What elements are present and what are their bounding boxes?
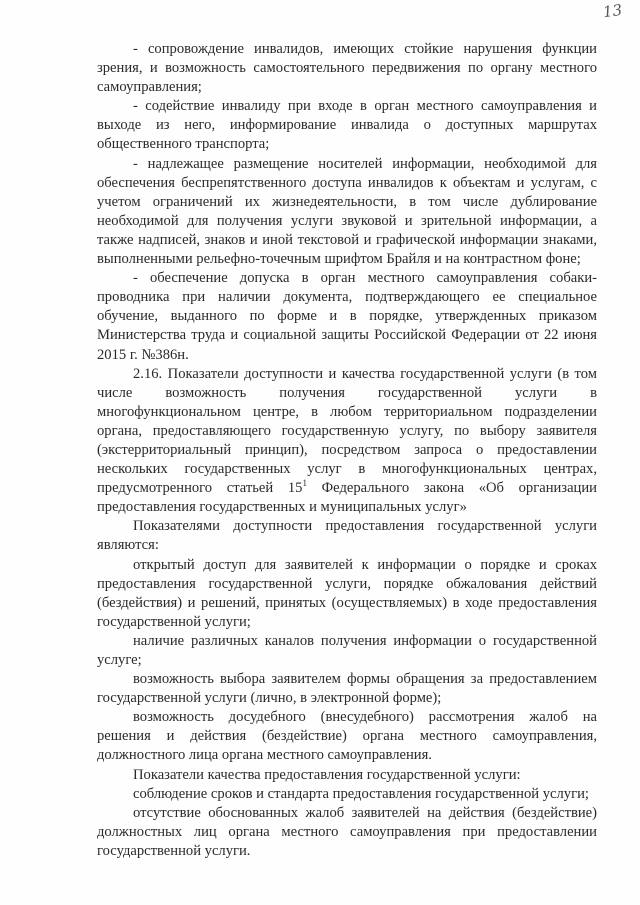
paragraph-no-complaints: отсутствие обоснованных жалоб заявителей на действия (бездействие) должностных лиц органа местного самоуправления при предоставлении государственной услуги. — [97, 804, 597, 859]
paragraph-guide-dog: - обеспечение допуска в орган местного самоуправления собаки-проводника при наличии документа, подтверждающего ее специальное обучение, выданного по форме и в порядке, утвержденных приказом Министерства труда и социальной защиты Российской Федерации от 22 июня 2015 г. №386н. — [97, 270, 597, 363]
paragraph-assist-entry: - содействие инвалиду при входе в орган местного самоуправления и выходе из него, информирование инвалида о доступных маршрутах общественного транспорта; — [97, 98, 597, 153]
paragraph-channels: наличие различных каналов получения информации о государственной услуге; — [97, 632, 597, 668]
paragraph-choice-form: возможность выбора заявителем формы обращения за предоставлением государственной услуги (лично, в электронной форме); — [97, 671, 597, 707]
paragraph-deadlines: соблюдение сроков и стандарта предоставления государственной услуги; — [133, 785, 589, 802]
paragraph-information-placement: - надлежащее размещение носителей информации, необходимой для обеспечения беспрепятственного доступа инвалидов к объектам и услугам, с учетом ограничений их жизнедеятельности, в том числе дублирование необходимой для получения услуги звуковой и зрительной информации, а также надписей, знаков и иной текстовой и графической информации знаками, выполненными рельефно-точечным шрифтом Брайля и на контрастном фоне; — [97, 155, 597, 268]
paragraph-accessibility-heading: Показателями доступности предоставления государственной услуги являются: — [97, 518, 597, 554]
paragraph-open-access: открытый доступ для заявителей к информации о порядке и сроках предоставления государственной услуги, порядке обжалования действий (бездействия) и решений, принятых (осуществляемых) в ходе предоставления государственной услуги; — [97, 556, 597, 630]
paragraph-pretrial-appeal: возможность досудебного (внесудебного) рассмотрения жалоб на решения и действия (бездействие) органа местного самоуправления, должностного лица органа местного самоуправления. — [97, 709, 597, 764]
paragraph-2-16 — [97, 365, 597, 518]
paragraph-2-16-text: 2.16. Показатели доступности и качества государственной услуги (в том числе возможность получения государственной услуги в многофункциональном центре, в любом территориальном подразделении органа, предоставляющего государственную услугу, по выбору заявителя (экстерриториальный принцип), посредством запроса о предоставлении нескольких государственных услуг в многофункциональных центрах, предусмотренного статьей 15 — [97, 365, 597, 497]
document-body — [97, 40, 597, 861]
paragraph-quality-heading: Показатели качества предоставления государственной услуги: — [133, 766, 521, 783]
footnote-superscript: 1 — [302, 478, 307, 489]
paragraph-2-16-tail: Федерального закона «Об организации предоставления государственных и муниципальных услуг» — [97, 480, 597, 516]
paragraph-accompany: - сопровождение инвалидов, имеющих стойкие нарушения функции зрения, и возможность самостоятельного передвижения по органу местного самоуправления; — [97, 41, 597, 96]
page-number: 13 — [601, 0, 624, 22]
